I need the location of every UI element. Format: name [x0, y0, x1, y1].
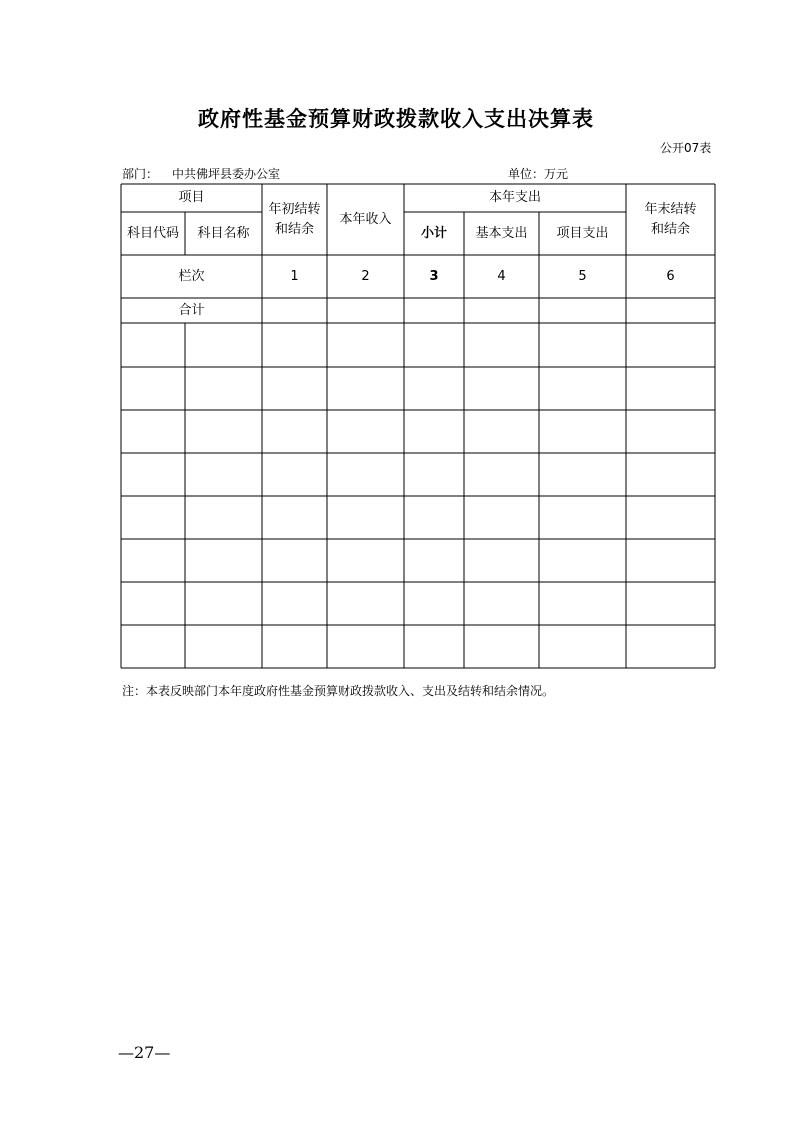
col-number: 4 [497, 268, 506, 284]
header-basic-expense: 基本支出 [475, 225, 528, 241]
col-number: 1 [290, 268, 299, 284]
form-number: 公开07表 [660, 141, 712, 155]
page-number: —27— [118, 1043, 171, 1062]
row-index-label: 栏次 [178, 268, 205, 284]
col-number: 6 [666, 268, 675, 284]
total-label: 合计 [178, 302, 205, 318]
page-title: 政府性基金预算财政拨款收入支出决算表 [198, 107, 594, 131]
header-end-balance-line1: 年末结转 [644, 201, 697, 217]
col-number: 5 [578, 268, 587, 284]
header-subject-name: 科目名称 [197, 225, 250, 241]
header-begin-balance-line2: 和结余 [274, 221, 314, 237]
header-begin-balance [262, 184, 327, 255]
header-expense: 本年支出 [488, 190, 541, 205]
header-subject-code: 科目代码 [126, 225, 179, 241]
header-item: 项目 [178, 190, 205, 205]
header-begin-balance-line1: 年初结转 [268, 201, 321, 217]
header-subtotal: 小计 [420, 225, 447, 241]
header-end-balance-line2: 和结余 [650, 221, 690, 237]
table-note: 注：本表反映部门本年度政府性基金预算财政拨款收入、支出及结转和结余情况。 [122, 684, 555, 698]
header-income: 本年收入 [339, 211, 392, 227]
header-end-balance [626, 184, 715, 255]
department-name: 中共佛坪县委办公室 [172, 167, 281, 181]
header-project-expense: 项目支出 [556, 225, 609, 241]
col-number: 3 [429, 268, 439, 284]
unit-label: 单位：万元 [508, 167, 569, 181]
col-number: 2 [361, 268, 370, 284]
department-label: 部门： [122, 167, 159, 181]
